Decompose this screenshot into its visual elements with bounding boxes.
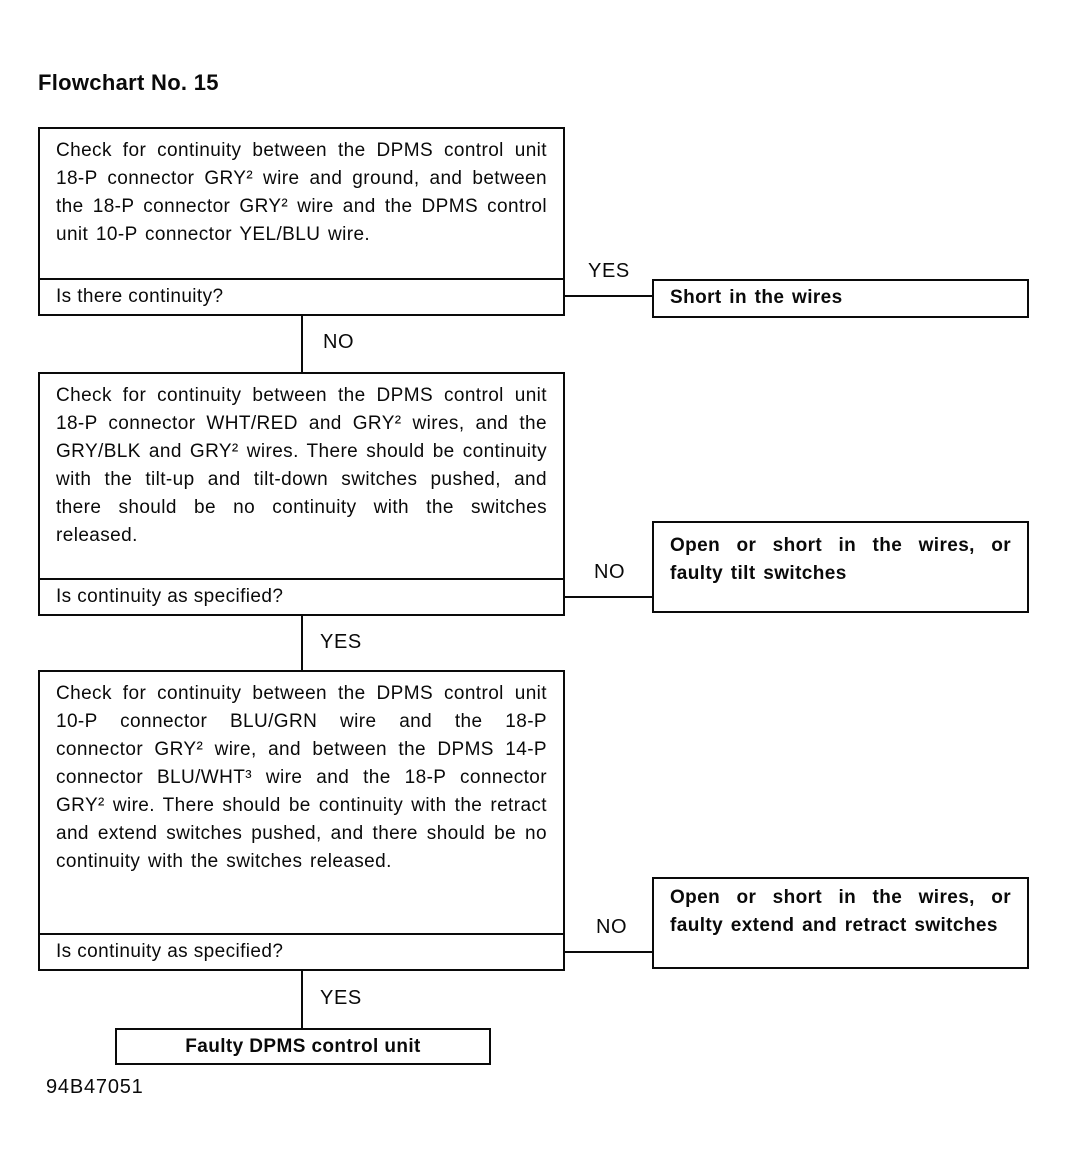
step-3-question: Is continuity as specified? (56, 941, 284, 962)
step-1-continue-label: NO (323, 331, 355, 353)
step-3-continue-line (301, 971, 303, 1028)
step-2-instruction: Check for continuity between the DPMS control unit 18-P connector WHT/RED and GRY² wires, and the GRY/BLK and GRY² wires. There should be continuity with the tilt-up and tilt-down switches pushed, and there should be no continuity with the switches released. (40, 374, 563, 580)
step-2-question: Is continuity as specified? (56, 586, 284, 607)
step-3-continue-label: YES (320, 987, 362, 1009)
step-3-branch-label: NO (596, 916, 628, 938)
step-2-result-box: Open or short in the wires, or faulty tilt switches (652, 521, 1029, 613)
document-code: 94B47051 (46, 1076, 144, 1098)
step-2-branch-label: NO (594, 561, 626, 583)
step-3-result-box: Open or short in the wires, or faulty extend and retract switches (652, 877, 1029, 969)
final-result-box: Faulty DPMS control unit (115, 1028, 491, 1065)
step-1-result-box: Short in the wires (652, 279, 1029, 318)
step-2-continue-line (301, 616, 303, 670)
page-title: Flowchart No. 15 (38, 70, 219, 95)
step-1-instruction: Check for continuity between the DPMS control unit 18-P connector GRY² wire and ground, and between the 18-P connector GRY² wire and the DPMS control unit 10-P connector YEL/BLU wire. (40, 129, 563, 280)
step-1-continue-line (301, 316, 303, 372)
step-2-branch-line (565, 596, 652, 598)
step-3-instruction: Check for continuity between the DPMS control unit 10-P connector BLU/GRN wire and the 18-P connector GRY² wire, and between the DPMS 14-P connector BLU/WHT³ wire and the 18-P connector GRY² wire. There should be continuity with the retract and extend switches pushed, and there should be no continuity with the switches released. (40, 672, 563, 935)
step-3-branch-line (565, 951, 652, 953)
step-box-2 (38, 372, 565, 616)
step-1-question: Is there continuity? (56, 286, 224, 307)
step-box-1 (38, 127, 565, 316)
step-box-3 (38, 670, 565, 971)
step-2-continue-label: YES (320, 631, 362, 653)
step-1-branch-line (565, 295, 652, 297)
step-1-branch-label: YES (588, 260, 630, 282)
